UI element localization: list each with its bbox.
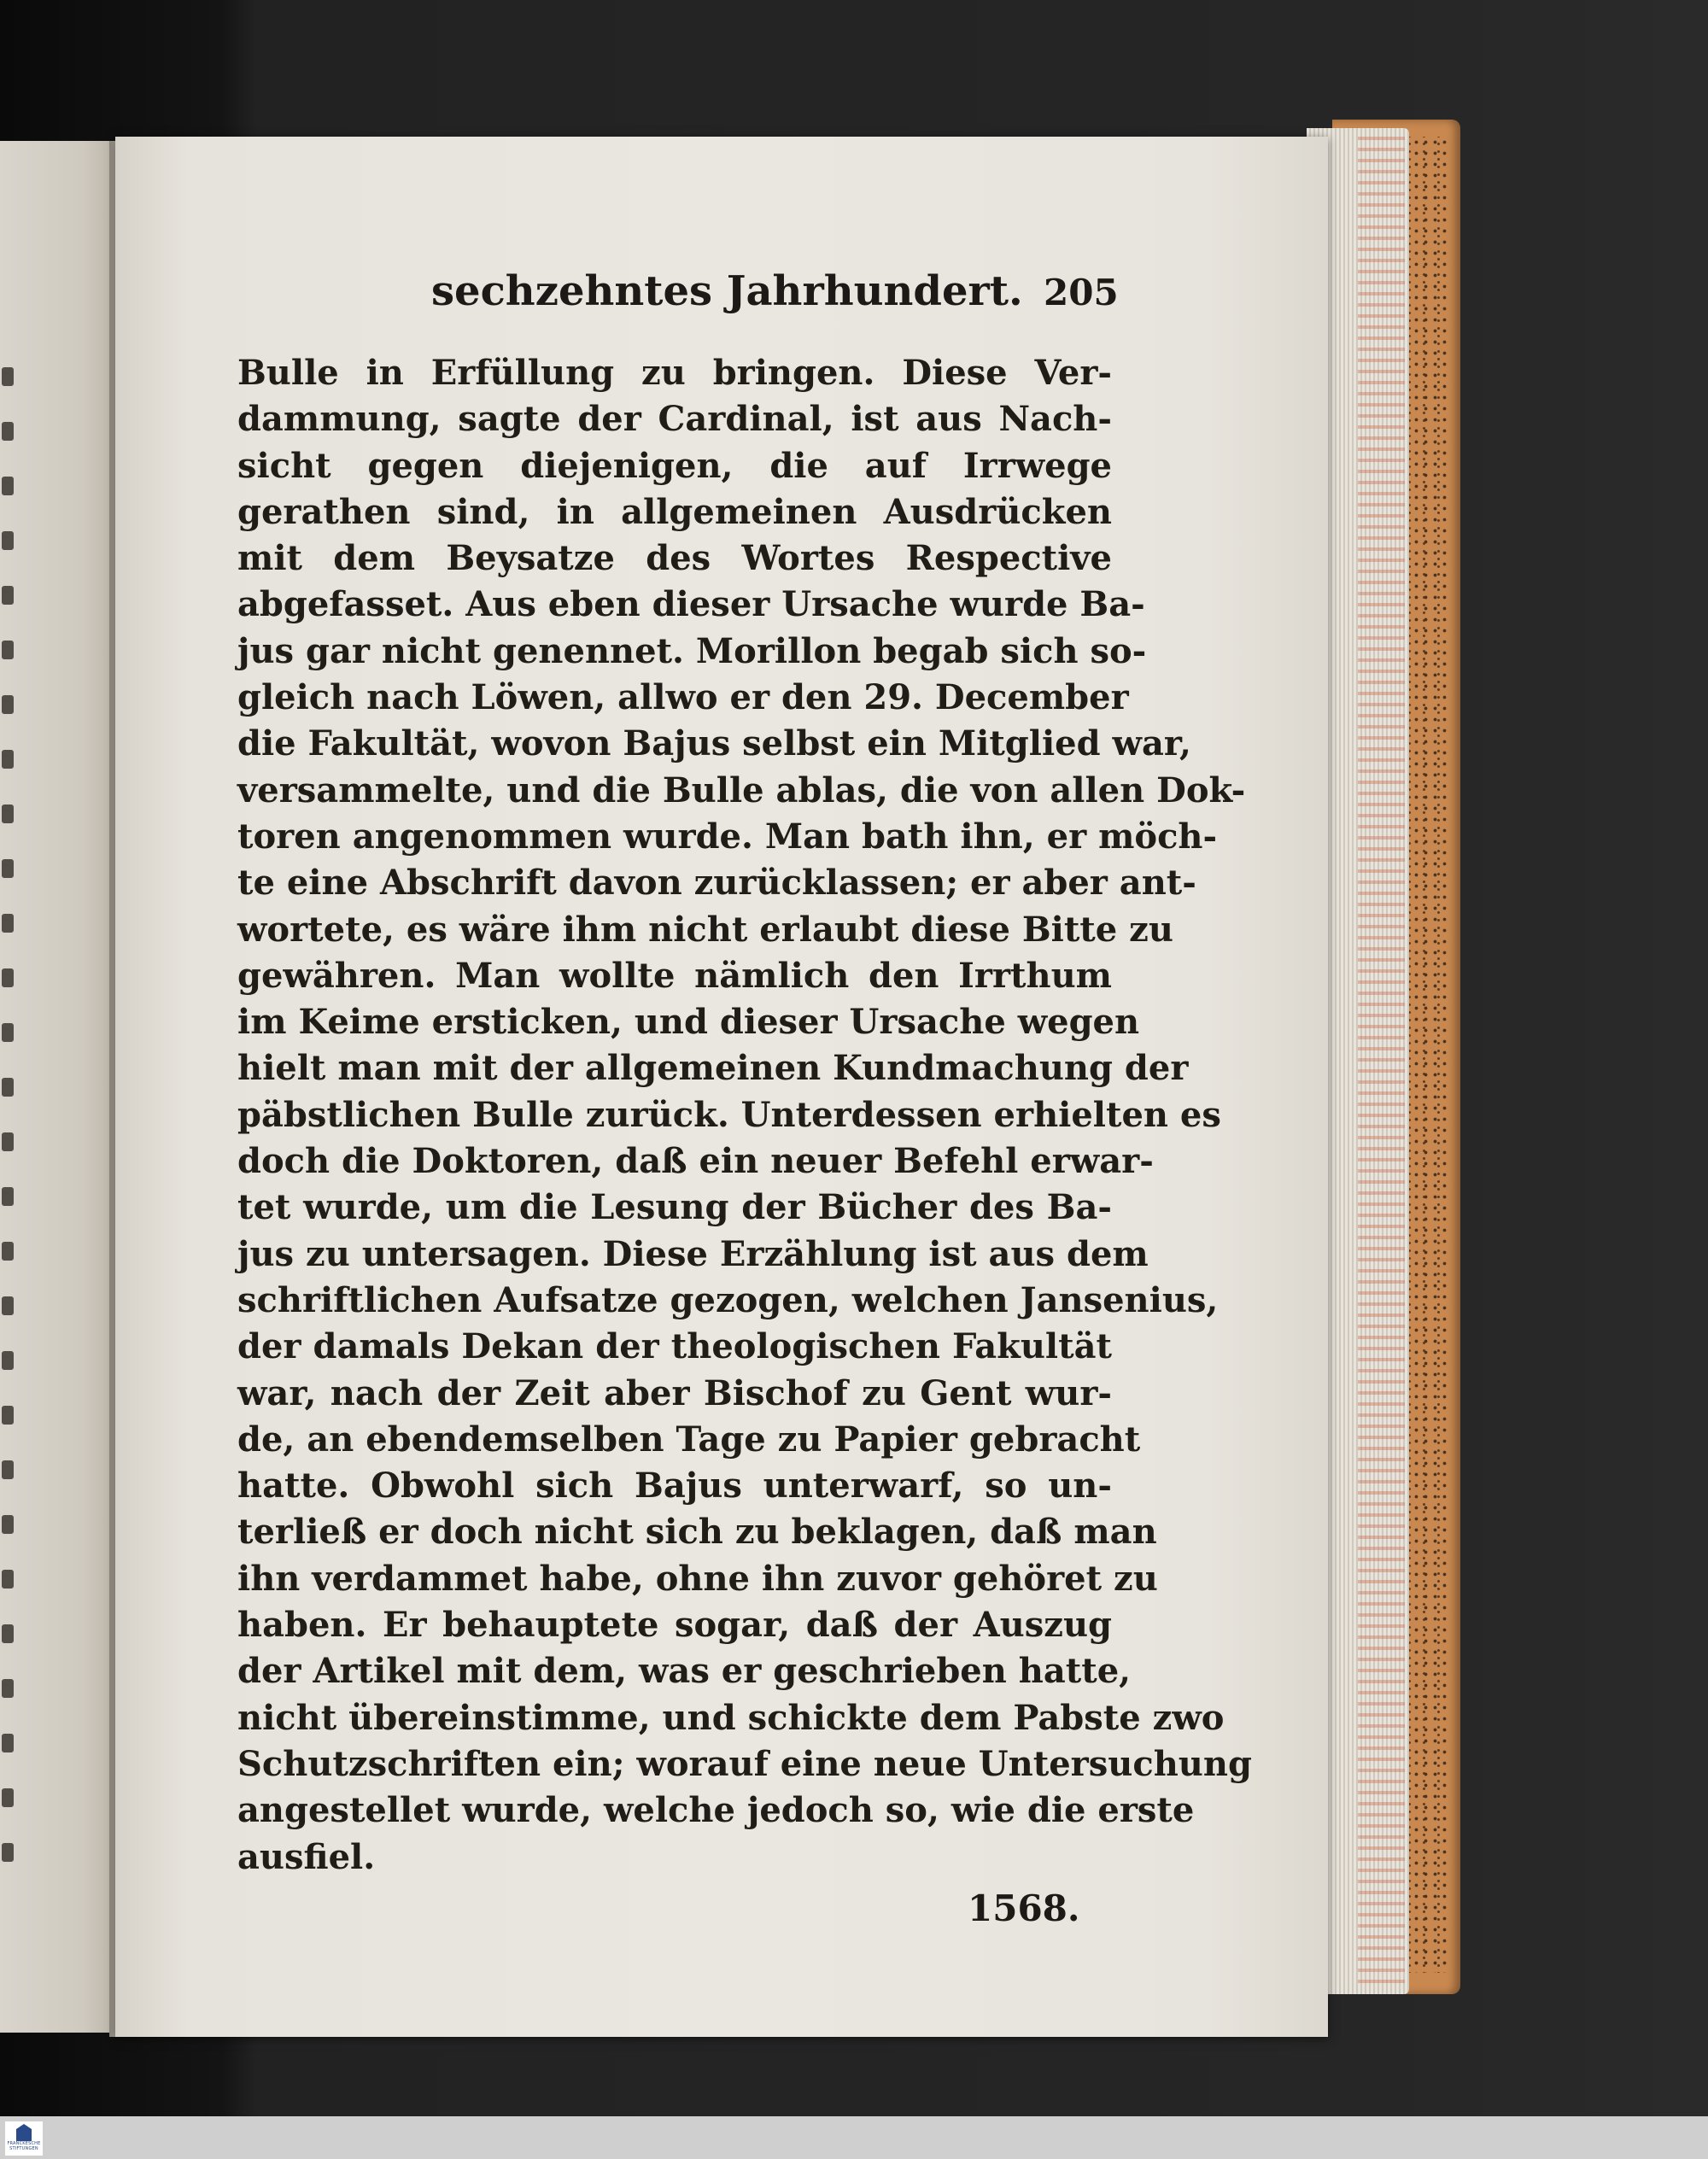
left-page-fragment: [2, 1460, 14, 1479]
text-line: nicht übereinstimme, und schickte dem Pabste zwo: [237, 1697, 1225, 1738]
body-text: [237, 350, 1252, 1881]
text-line: de, an ebendemselben Tage zu Papier gebracht: [237, 1419, 1141, 1460]
left-page-fragment: [2, 695, 14, 714]
text-line: Bulle in Erfüllung zu bringen. Diese Ver-: [237, 353, 1112, 393]
left-page-fragment: [2, 1788, 14, 1807]
text-line: dammung, sagte der Cardinal, ist aus Nach-: [237, 399, 1112, 440]
text-line: die Fakultät, wovon Bajus selbst ein Mitglied war,: [237, 723, 1191, 764]
left-page-fragment: [2, 805, 14, 823]
text-line: abgefasset. Aus eben dieser Ursache wurde Ba-: [237, 584, 1145, 625]
text-line: ihn verdammet habe, ohne ihn zuvor gehöret zu: [237, 1558, 1158, 1599]
text-line: im Keime ersticken, und dieser Ursache wegen: [237, 1002, 1140, 1043]
left-page-fragment: [2, 1515, 14, 1534]
left-page-fragment: [2, 1624, 14, 1643]
text-line: hielt man mit der allgemeinen Kundmachung der: [237, 1048, 1189, 1089]
text-line: toren angenommen wurde. Man bath ihn, er möch-: [237, 816, 1218, 857]
left-page-fragment: [2, 1078, 14, 1097]
text-line: der Artikel mit dem, was er geschrieben hatte,: [237, 1651, 1132, 1692]
left-page-fragment: [2, 1679, 14, 1698]
text-line: schriftlichen Aufsatze gezogen, welchen Jansenius,: [237, 1279, 1219, 1320]
left-page-fragment: [2, 641, 14, 659]
catchword: 1568.: [968, 1887, 1080, 1929]
left-page-fragment: [2, 367, 14, 386]
text-line: der damals Dekan der theologischen Fakultät: [237, 1326, 1112, 1367]
library-logo: [5, 2121, 43, 2156]
left-page-fragment: [2, 750, 14, 769]
red-edge-sprinkle: [1358, 137, 1405, 1990]
text-line: sicht gegen diejenigen, die auf Irrwege: [237, 445, 1112, 486]
page-number: 205: [1044, 272, 1119, 313]
text-line: angestellet wurde, welche jedoch so, wie die erste: [237, 1790, 1195, 1831]
logo-emblem-icon: [16, 2124, 32, 2141]
text-line: te eine Abschrift davon zurücklassen; er aber ant-: [237, 863, 1196, 904]
left-page-fragment: [2, 914, 14, 933]
text-line: gleich nach Löwen, allwo er den 29. December: [237, 677, 1129, 718]
left-page-fragment: [2, 1570, 14, 1589]
text-line: war, nach der Zeit aber Bischof zu Gent wur-: [237, 1372, 1112, 1413]
left-page-fragment: [2, 531, 14, 550]
logo-text: FRANCKESCHE STIFTUNGEN: [7, 2141, 41, 2151]
text-line: gerathen sind, in allgemeinen Ausdrücken: [237, 491, 1112, 532]
text-line: versammelte, und die Bulle ablas, die von allen Dok-: [237, 769, 1246, 810]
text-line: doch die Doktoren, daß ein neuer Befehl erwar-: [237, 1141, 1154, 1182]
text-line: Schutzschriften ein; worauf eine neue Untersuchung: [237, 1743, 1252, 1784]
left-page-fragment: [2, 586, 14, 605]
text-line: hatte. Obwohl sich Bajus unterwarf, so un-: [237, 1466, 1112, 1507]
left-page-fragment: [2, 968, 14, 987]
left-page-fragment: [2, 1242, 14, 1261]
text-line: päbstlichen Bulle zurück. Unterdessen erhielten es: [237, 1094, 1221, 1135]
viewer-bottom-bar: [0, 2116, 1708, 2159]
left-page-edge: [0, 141, 118, 2033]
left-page-fragment: [2, 1023, 14, 1042]
left-page-fragment: [2, 422, 14, 441]
left-page-fragment: [2, 477, 14, 495]
text-line: tet wurde, um die Lesung der Bücher des Ba-: [237, 1187, 1112, 1228]
text-line: jus zu untersagen. Diese Erzählung ist aus dem: [237, 1233, 1149, 1274]
left-page-fragment: [2, 1734, 14, 1752]
left-page-text-fragments: [0, 367, 17, 1887]
left-page-fragment: [2, 859, 14, 878]
left-page-fragment: [2, 1187, 14, 1206]
left-page-fragment: [2, 1296, 14, 1315]
text-line: wortete, es wäre ihm nicht erlaubt diese Bitte zu: [237, 909, 1173, 950]
running-head: sechzehntes Jahrhundert.: [431, 267, 1023, 315]
text-line: haben. Er behauptete sogar, daß der Auszug: [237, 1605, 1112, 1646]
left-page-fragment: [2, 1132, 14, 1151]
text-line: mit dem Beysatze des Wortes Respective: [237, 538, 1112, 579]
left-page-fragment: [2, 1351, 14, 1370]
text-line: terließ er doch nicht sich zu beklagen, daß man: [237, 1512, 1157, 1553]
text-line: ausfiel.: [237, 1836, 376, 1877]
left-page-fragment: [2, 1406, 14, 1425]
text-line: jus gar nicht genennet. Morillon begab sich so-: [237, 630, 1147, 671]
left-page-fragment: [2, 1843, 14, 1862]
text-line: gewähren. Man wollte nämlich den Irrthum: [237, 955, 1112, 996]
